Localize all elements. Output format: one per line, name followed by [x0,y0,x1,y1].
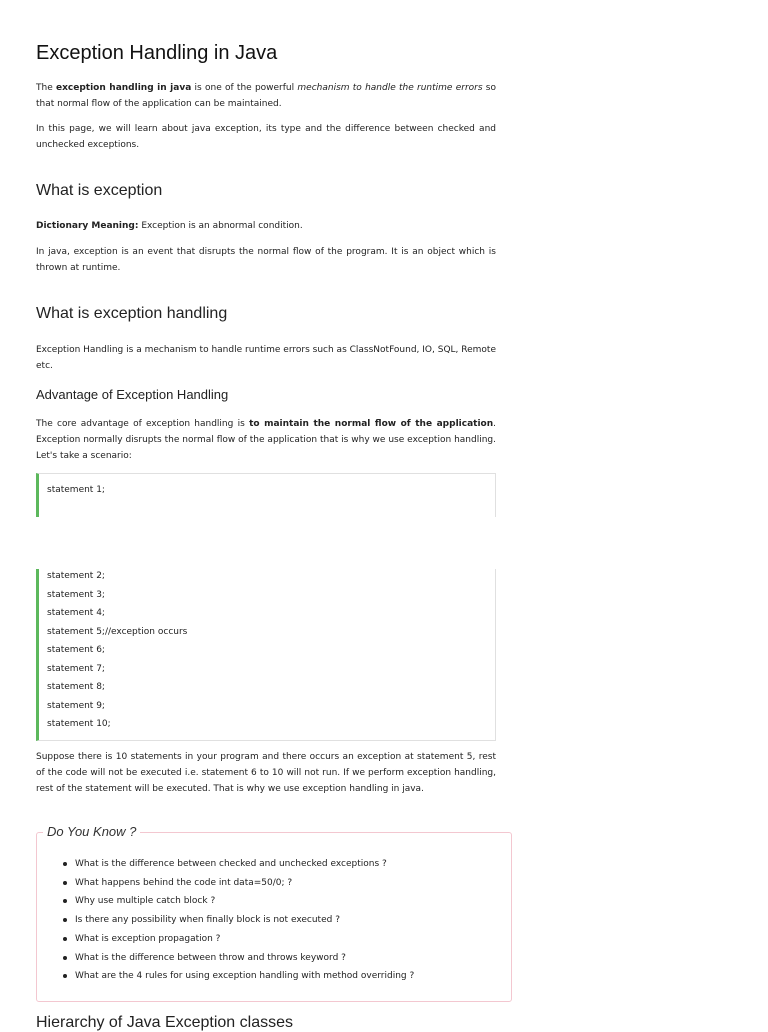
intro-paragraph [36,80,496,112]
bullet-icon [63,918,67,922]
bullet-icon [63,899,67,903]
handling-definition: Exception Handling is a mechanism to handle runtime errors such as ClassNotFound, IO, SQL, Remote etc. [36,345,496,371]
code-line: statement 2; [47,571,105,581]
code-line: statement 9; [47,700,105,711]
question-link[interactable] [75,911,414,930]
section-heading-handling: What is exception handling [36,305,228,322]
bullet-icon [63,937,67,941]
question-text: Why use multiple catch block ? [75,896,216,907]
question-link[interactable] [75,855,414,874]
question-link[interactable] [75,949,414,968]
bullet-icon [63,956,67,960]
question-text: What is the difference between throw and throws keyword ? [75,952,346,963]
advantage-text: The core advantage of exception handling is [36,419,250,429]
code-line: statement 5;//exception occurs [47,626,188,637]
code-line: statement 4; [47,608,105,618]
code-block-top [36,473,496,517]
dictionary-meaning [36,218,496,234]
dictionary-text: Exception is an abnormal condition. [138,221,303,231]
question-text: What is exception propagation ? [75,933,221,944]
code-line: statement 8; [47,682,105,692]
advantage-text: . Exception normally disrupts the normal flow of the application that is why we use exception handling. Let's take a scenario: [36,419,496,461]
bullet-icon [63,881,67,885]
code-block-bottom [36,569,496,741]
advantage-bold: to maintain the normal flow of the application [249,419,494,429]
code-line: statement 3; [47,589,105,600]
question-link[interactable] [75,892,414,911]
page-title: Exception Handling in Java [36,42,278,64]
intro-paragraph-2: In this page, we will learn about java exception, its type and the difference between checked and unchecked exceptions. [36,124,496,150]
suppose-paragraph: Suppose there is 10 statements in your program and there occurs an exception at statement 5, rest of the code will not be executed i.e. statement 6 to 10 will not run. If we perform exception handling, rest of the statement will be executed. That is why we use exception handling in java. [36,752,496,794]
code-line: statement 6; [47,645,105,655]
bullet-icon [63,862,67,866]
intro-text: is one of the powerful [191,83,298,93]
section-heading-advantage: Advantage of Exception Handling [36,387,229,402]
intro-text: The [36,83,56,93]
section-heading-hierarchy: Hierarchy of Java Exception classes [36,1014,293,1031]
do-you-know-title: Do You Know ? [43,824,140,839]
code-line: statement 1; [47,485,105,495]
code-line: statement 10; [47,719,111,729]
question-text: What is the difference between checked and unchecked exceptions ? [75,859,387,869]
question-text: What are the 4 rules for using exception handling with method overriding ? [75,971,415,982]
intro-text: so that normal flow of the application can be maintained. [36,83,496,109]
exception-definition: In java, exception is an event that disrupts the normal flow of the program. It is an object which is thrown at runtime. [36,247,496,273]
intro-italic: mechanism to handle the runtime errors [297,83,483,93]
question-text: Is there any possibility when finally block is not executed ? [75,915,340,926]
question-text: What happens behind the code int data=50/0; ? [75,877,293,888]
intro-bold: exception handling in java [56,83,192,93]
section-heading-exception: What is exception [36,182,163,199]
dictionary-label: Dictionary Meaning: [36,221,139,231]
question-list [37,855,414,986]
bullet-icon [63,974,67,978]
do-you-know-box [36,824,512,1002]
question-link[interactable] [75,930,414,949]
code-line: statement 7; [47,663,105,674]
advantage-paragraph [36,416,496,464]
question-link[interactable] [75,874,414,893]
question-link[interactable] [75,967,414,986]
